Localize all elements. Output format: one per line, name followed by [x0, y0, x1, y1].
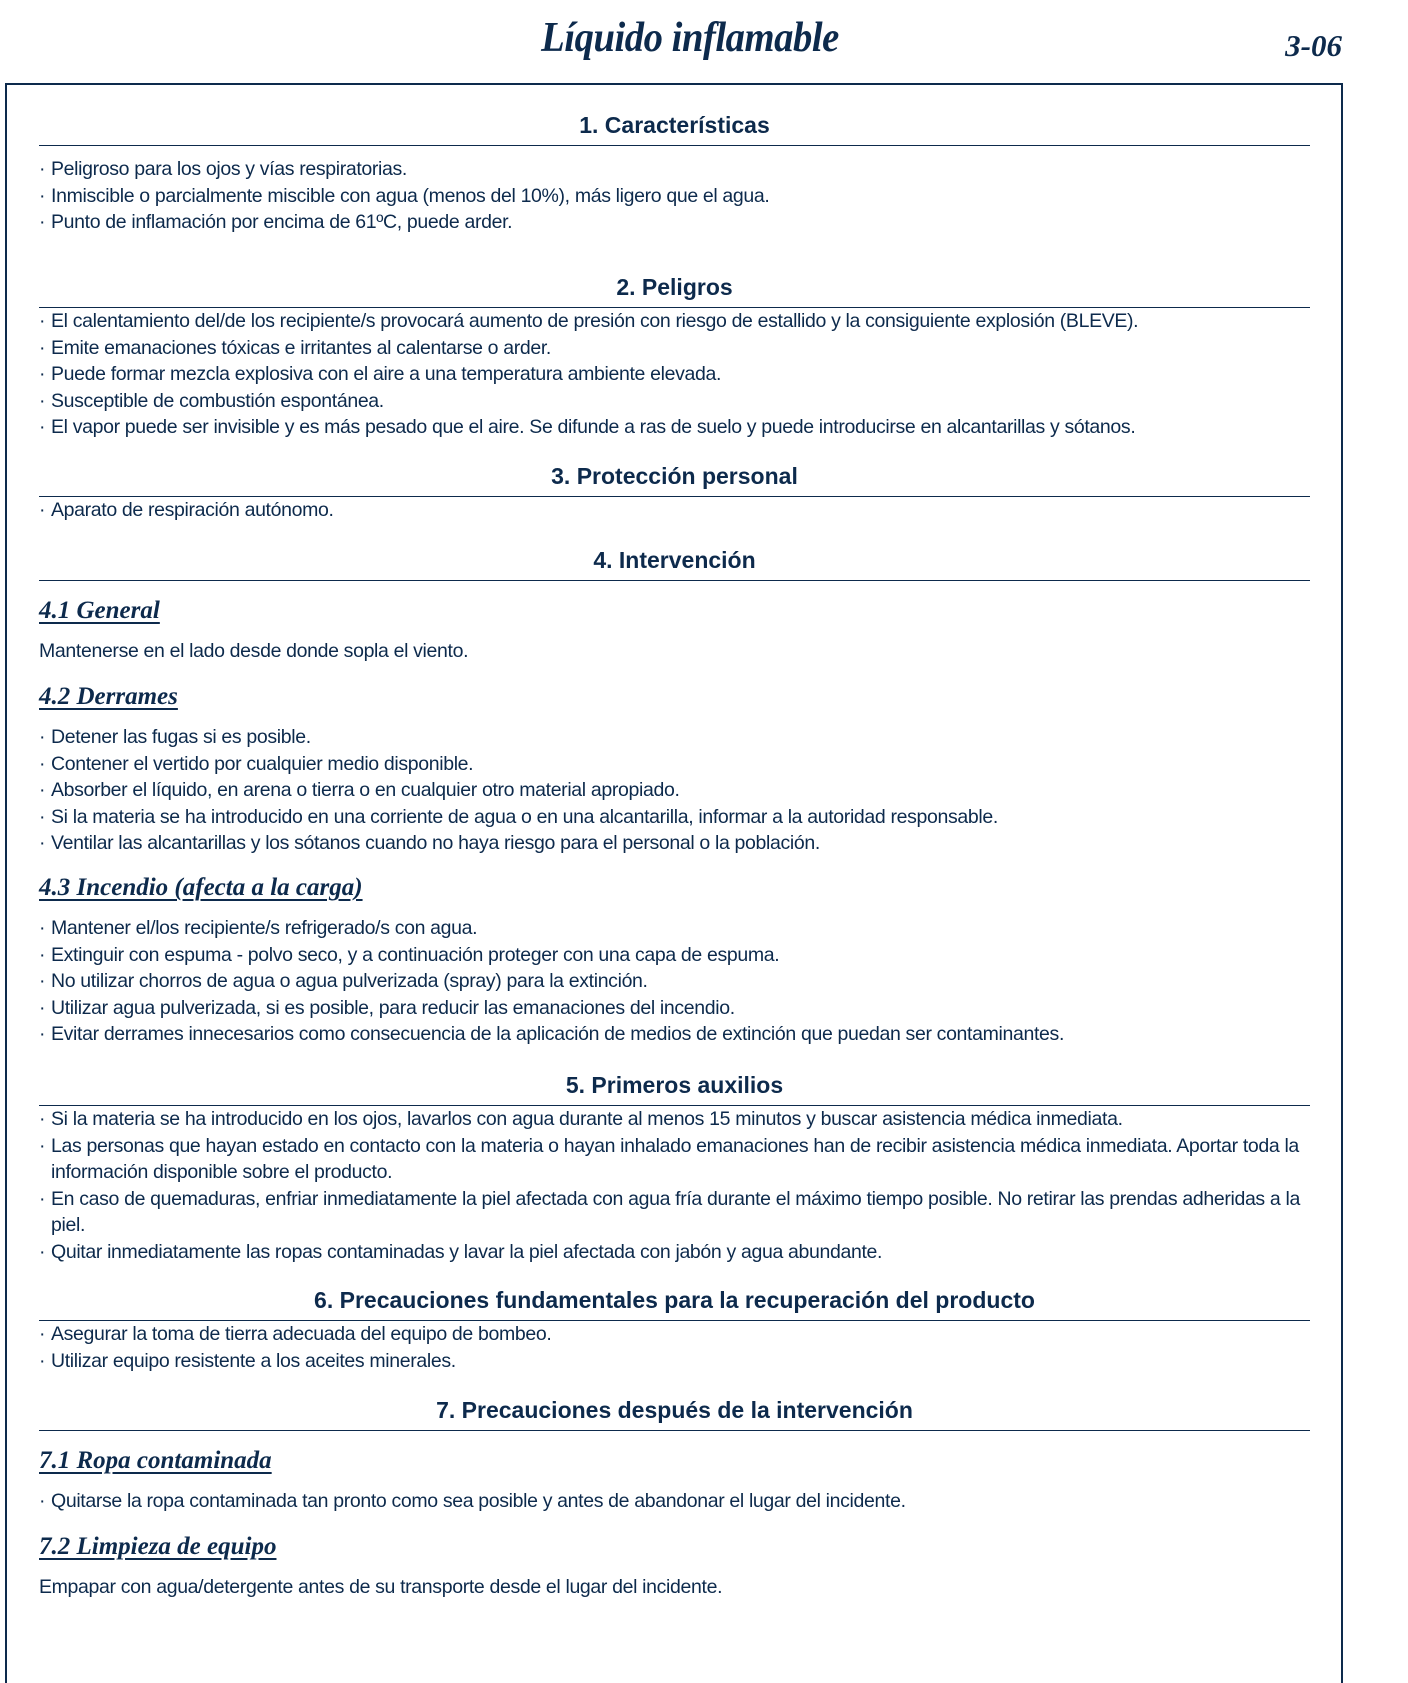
- subsection-heading: 4.3 Incendio (afecta a la carga): [39, 874, 363, 901]
- list-item: · Si la materia se ha introducido en una corriente de agua o en una alcantarilla, informar a la autoridad responsable.: [39, 804, 1310, 831]
- subsection-general: [39, 596, 1310, 665]
- list-item: · Extinguir con espuma - polvo seco, y a continuación proteger con una capa de espuma.: [39, 942, 1310, 969]
- item-list: [39, 1106, 1310, 1265]
- list-item: · Peligroso para los ojos y vías respiratorias.: [39, 156, 1310, 183]
- list-item: · No utilizar chorros de agua o agua pulverizada (spray) para la extinción.: [39, 968, 1310, 995]
- list-item: · Emite emanaciones tóxicas e irritantes al calentarse o arder.: [39, 335, 1310, 362]
- list-item: · Evitar derrames innecesarios como consecuencia de la aplicación de medios de extinción que puedan ser contaminantes.: [39, 1021, 1310, 1048]
- subsection-incendio: [39, 873, 1310, 1048]
- section-despues-intervencion: [39, 1396, 1310, 1431]
- section-peligros: [39, 273, 1310, 441]
- section-caracteristicas: [39, 111, 1310, 236]
- document-code: 3-06: [1285, 28, 1342, 63]
- item-list: [39, 308, 1310, 441]
- list-item: · Susceptible de combustión espontánea.: [39, 388, 1310, 415]
- list-item: · Ventilar las alcantarillas y los sótanos cuando no haya riesgo para el personal o la población.: [39, 830, 1310, 857]
- list-item: · El vapor puede ser invisible y es más pesado que el aire. Se difunde a ras de suelo y puede introducirse en alcantarillas y sótanos.: [39, 414, 1310, 441]
- section-heading: 6. Precauciones fundamentales para la recuperación del producto: [39, 1286, 1310, 1321]
- section-proteccion-personal: [39, 462, 1310, 524]
- section-heading: 3. Protección personal: [39, 462, 1310, 497]
- section-heading: 1. Características: [39, 111, 1310, 146]
- subsection-derrames: [39, 682, 1310, 857]
- item-list: [39, 915, 1310, 1048]
- section-heading: 7. Precauciones después de la intervención: [39, 1396, 1310, 1431]
- list-item: · Quitar inmediatamente las ropas contaminadas y lavar la piel afectada con jabón y agua abundante.: [39, 1239, 1310, 1266]
- item-list: [39, 1321, 1310, 1374]
- subsection-heading: 7.1 Ropa contaminada: [39, 1447, 272, 1474]
- list-item: · Utilizar equipo resistente a los aceites minerales.: [39, 1348, 1310, 1375]
- list-item: · Utilizar agua pulverizada, si es posible, para reducir las emanaciones del incendio.: [39, 995, 1310, 1022]
- list-item: · En caso de quemaduras, enfriar inmediatamente la piel afectada con agua fría durante el máximo tiempo posible. No retirar las prendas adheridas a la piel.: [39, 1186, 1310, 1239]
- item-list: [39, 724, 1310, 857]
- list-item: · Punto de inflamación por encima de 61ºC, puede arder.: [39, 209, 1310, 236]
- subsection-heading: 7.2 Limpieza de equipo: [39, 1533, 277, 1560]
- list-item: · El calentamiento del/de los recipiente/s provocará aumento de presión con riesgo de estallido y la consiguiente explosión (BLEVE).: [39, 308, 1310, 335]
- item-list: [39, 497, 1310, 524]
- paragraph: Empapar con agua/detergente antes de su transporte desde el lugar del incidente.: [39, 1576, 723, 1598]
- list-item: · Mantener el/los recipiente/s refrigerado/s con agua.: [39, 915, 1310, 942]
- list-item: · Si la materia se ha introducido en los ojos, lavarlos con agua durante al menos 15 minutos y buscar asistencia médica inmediata.: [39, 1106, 1310, 1133]
- list-item: · Absorber el líquido, en arena o tierra o en cualquier otro material apropiado.: [39, 777, 1310, 804]
- subsection-limpieza-equipo: [39, 1532, 1310, 1601]
- paragraph: Mantenerse en el lado desde donde sopla el viento.: [39, 640, 469, 662]
- list-item: · Las personas que hayan estado en contacto con la materia o hayan inhalado emanaciones han de recibir asistencia médica inmediata. Aportar toda la información disponible sobre el producto.: [39, 1133, 1310, 1186]
- list-item: · Aparato de respiración autónomo.: [39, 497, 1310, 524]
- subsection-ropa-contaminada: [39, 1446, 1310, 1515]
- list-item: · Contener el vertido por cualquier medio disponible.: [39, 751, 1310, 778]
- list-item: · Puede formar mezcla explosiva con el aire a una temperatura ambiente elevada.: [39, 361, 1310, 388]
- section-heading: 2. Peligros: [39, 273, 1310, 308]
- section-recuperacion-producto: [39, 1286, 1310, 1374]
- section-heading: 5. Primeros auxilios: [39, 1071, 1310, 1106]
- list-item: · Asegurar la toma de tierra adecuada del equipo de bombeo.: [39, 1321, 1310, 1348]
- list-item: · Detener las fugas si es posible.: [39, 724, 1310, 751]
- item-list: [39, 1488, 1310, 1515]
- document-title: Líquido inflamable: [541, 15, 839, 61]
- subsection-heading: 4.1 General: [39, 597, 160, 624]
- section-primeros-auxilios: [39, 1071, 1310, 1265]
- list-item: · Quitarse la ropa contaminada tan pronto como sea posible y antes de abandonar el lugar del incidente.: [39, 1488, 1310, 1515]
- section-intervencion: [39, 546, 1310, 581]
- subsection-heading: 4.2 Derrames: [39, 683, 178, 710]
- list-item: · Inmiscible o parcialmente miscible con agua (menos del 10%), más ligero que el agua.: [39, 183, 1310, 210]
- item-list: [39, 156, 1310, 236]
- section-heading: 4. Intervención: [39, 546, 1310, 581]
